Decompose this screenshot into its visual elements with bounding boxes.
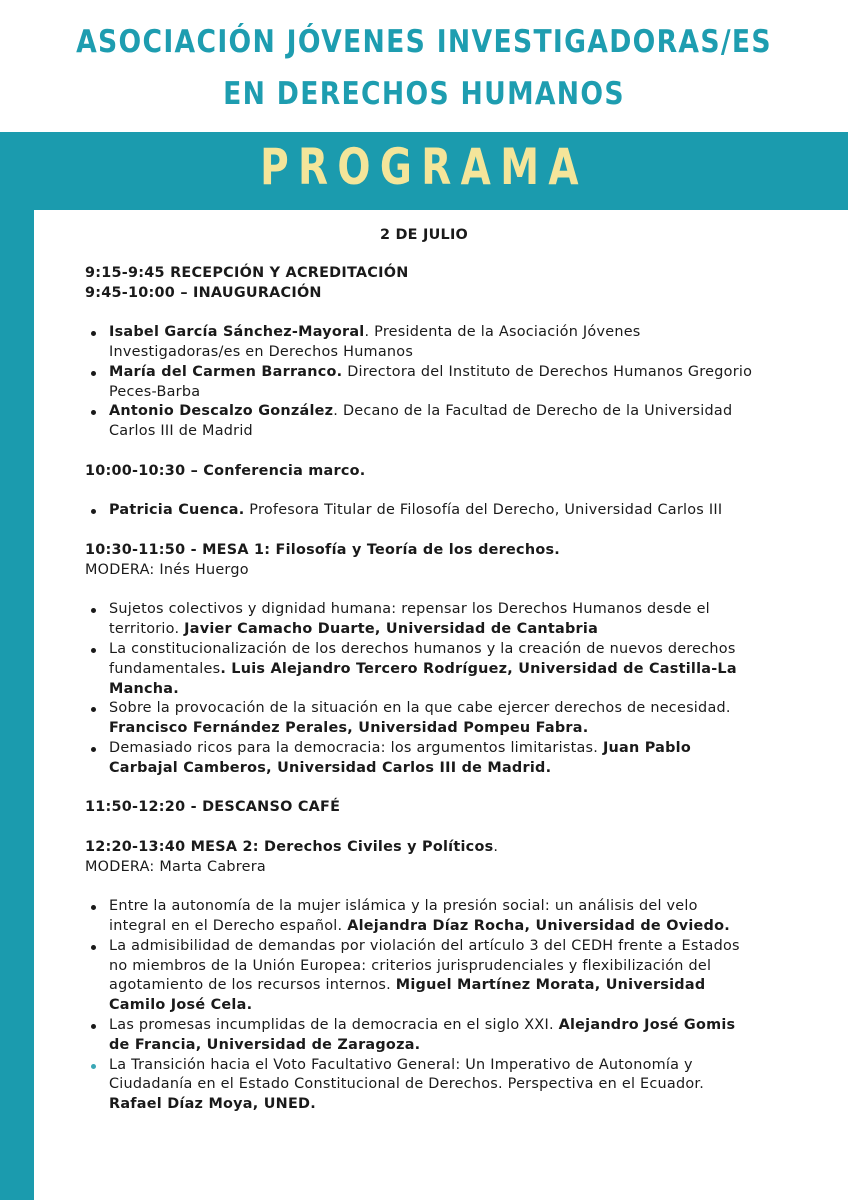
list-item: La admisibilidad de demandas por violación del artículo 3 del CEDH frente a Estados no miembros de la Unión Europea: criterios jurisprudenciales y flexibilización del agotamiento de los recursos internos. Miguel Martínez Morata, Universidad Camilo José Cela. [85, 937, 775, 1016]
list-item: Entre la autonomía de la mujer islámica y la presión social: un análisis del velo integral en el Derecho español. Alejandra Díaz Rocha, Universidad de Oviedo. [85, 897, 775, 937]
organization-name-line-1: ASOCIACIÓN JÓVENES INVESTIGADORAS/ES [76, 24, 772, 60]
list-item: Antonio Descalzo González. Decano de la Facultad de Derecho de la Universidad Carlos III de Madrid [85, 402, 775, 442]
list-item: María del Carmen Barranco. Directora del Instituto de Derechos Humanos Gregorio Peces-Barba [85, 363, 775, 403]
bullet-icon [91, 371, 96, 376]
event-date: 2 DE JULIO [379, 227, 469, 243]
bullet-icon [91, 945, 96, 950]
inauguration-speakers [85, 323, 775, 442]
bullet-icon [91, 1064, 96, 1069]
list-item: La constitucionalización de los derechos humanos y la creación de nuevos derechos fundamentales. Luis Alejandro Tercero Rodríguez, Universidad de Castilla-La Mancha. [85, 640, 775, 699]
list-item: Isabel García Sánchez-Mayoral. Presidenta de la Asociación Jóvenes Investigadoras/es en Derechos Humanos [85, 323, 775, 363]
list-item: Las promesas incumplidas de la democracia en el siglo XXI. Alejandro José Gomis de Francia, Universidad de Zaragoza. [85, 1016, 775, 1056]
list-item: Demasiado ricos para la democracia: los argumentos limitaristas. Juan Pablo Carbajal Camberos, Universidad Carlos III de Madrid. [85, 739, 775, 779]
mesa1-moderator: MODERA: Inés Huergo [85, 561, 249, 578]
page-title: PROGRAMA [260, 138, 588, 196]
mesa2-title: 12:20-13:40 MESA 2: Derechos Civiles y Políticos. [85, 838, 499, 855]
bullet-icon [91, 410, 96, 415]
left-sidebar-bar [0, 132, 34, 1200]
keynote-slot: 10:00-10:30 – Conferencia marco. [85, 462, 366, 479]
bullet-icon [91, 905, 96, 910]
bullet-icon [91, 1024, 96, 1029]
bullet-icon [91, 509, 96, 514]
bullet-icon [91, 747, 96, 752]
bullet-icon [91, 648, 96, 653]
bullet-icon [91, 707, 96, 712]
coffee-break: 11:50-12:20 - DESCANSO CAFÉ [85, 799, 341, 816]
list-item: Patricia Cuenca. Profesora Titular de Filosofía del Derecho, Universidad Carlos III [85, 501, 775, 521]
list-item: La Transición hacia el Voto Facultativo General: Un Imperativo de Autonomía y Ciudadanía en el Estado Constitucional de Derechos. Perspectiva en el Ecuador. Rafael Díaz Moya, UNED. [85, 1056, 775, 1115]
reception-slot: 9:15-9:45 RECEPCIÓN Y ACREDITACIÓN [85, 264, 409, 281]
mesa2-moderator: MODERA: Marta Cabrera [85, 858, 266, 875]
bullet-icon [91, 331, 96, 336]
bullet-icon [91, 608, 96, 613]
mesa1-talks [85, 600, 775, 778]
list-item: Sujetos colectivos y dignidad humana: repensar los Derechos Humanos desde el territorio. Javier Camacho Duarte, Universidad de Cantabria [85, 600, 775, 640]
program-content [85, 226, 775, 1115]
organization-name-line-2: EN DERECHOS HUMANOS [223, 76, 625, 112]
mesa2-talks [85, 897, 775, 1115]
keynote-speakers [85, 501, 775, 521]
mesa1-title: 10:30-11:50 - MESA 1: Filosofía y Teoría de los derechos. [85, 541, 560, 558]
list-item: Sobre la provocación de la situación en la que cabe ejercer derechos de necesidad. Francisco Fernández Perales, Universidad Pompeu Fabra. [85, 699, 775, 739]
header [0, 0, 848, 132]
inauguration-slot: 9:45-10:00 – INAUGURACIÓN [85, 284, 322, 301]
